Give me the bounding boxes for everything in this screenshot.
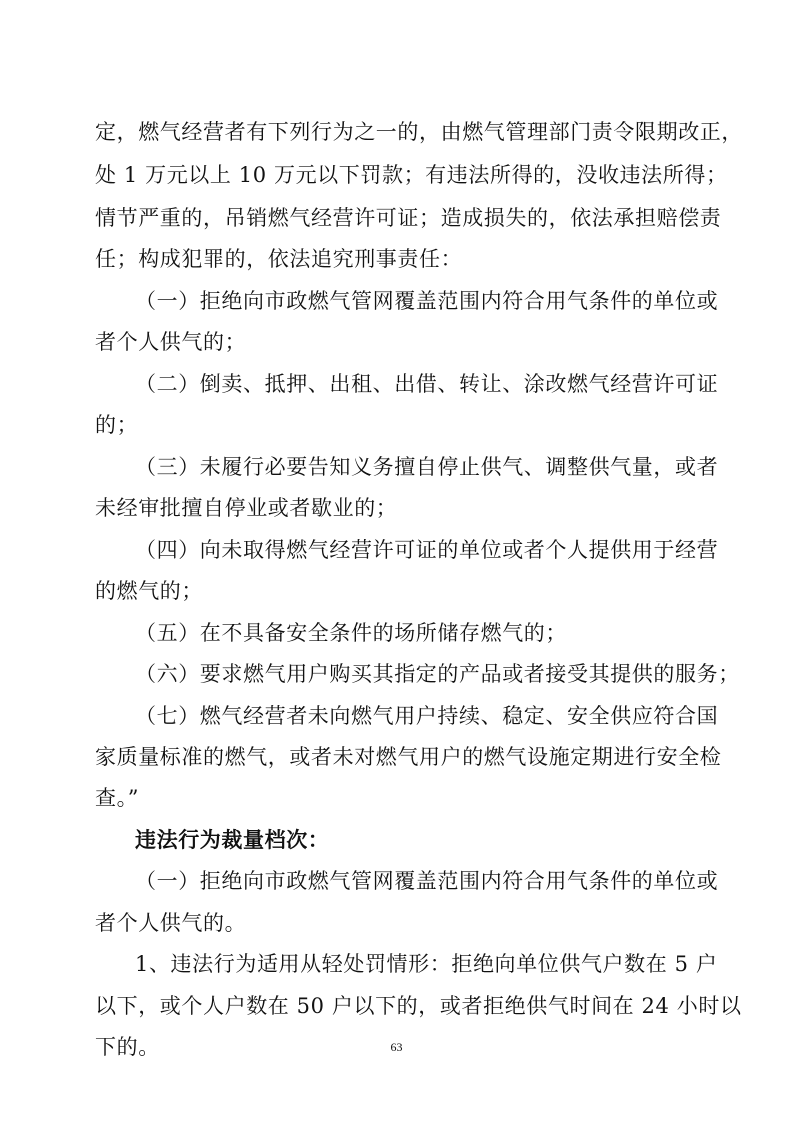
- page-number: 63: [390, 1040, 403, 1054]
- text-line: 的；: [95, 413, 139, 437]
- text-line: 定，燃气经营者有下列行为之一的，由燃气管理部门责令限期改正，: [95, 120, 743, 144]
- text-line: 查。”: [95, 786, 140, 810]
- list-item-line: （二）倒卖、抵押、出租、出借、转让、涂改燃气经营许可证: [135, 372, 719, 396]
- text-line: 者个人供气的；: [95, 330, 247, 354]
- list-item-line: （六）要求燃气用户购买其指定的产品或者接受其提供的服务；: [135, 662, 740, 686]
- text-line: 家质量标准的燃气，或者未对燃气用户的燃气设施定期进行安全检: [95, 745, 722, 769]
- list-item-line: （七）燃气经营者未向燃气用户持续、稳定、安全供应符合国: [135, 704, 719, 728]
- text-line: 下的。: [95, 1035, 160, 1059]
- text-line: 以下，或个人户数在 50 户以下的，或者拒绝供气时间在 24 小时以: [95, 994, 742, 1018]
- text-line: 未经审批擅自停业或者歇业的；: [95, 496, 398, 520]
- list-item-line: （一）拒绝向市政燃气管网覆盖范围内符合用气条件的单位或: [135, 869, 719, 893]
- section-heading: 违法行为裁量档次：: [135, 827, 330, 852]
- list-item-line: （三）未履行必要告知义务擅自停止供气、调整供气量，或者: [135, 455, 719, 479]
- list-item-line: （五）在不具备安全条件的场所储存燃气的；: [135, 621, 567, 645]
- text-line: 的燃气的；: [95, 579, 203, 603]
- list-item-line: 1、违法行为适用从轻处罚情形：拒绝向单位供气户数在 5 户: [135, 952, 718, 976]
- text-line: 处 1 万元以上 10 万元以下罚款；有违法所得的，没收违法所得；: [95, 163, 728, 187]
- text-line: 者个人供气的。: [95, 911, 247, 935]
- text-line: 任；构成犯罪的，依法追究刑事责任：: [95, 247, 463, 271]
- text-line: 情节严重的，吊销燃气经营许可证；造成损失的，依法承担赔偿责: [95, 206, 722, 230]
- list-item-line: （一）拒绝向市政燃气管网覆盖范围内符合用气条件的单位或: [135, 289, 719, 313]
- list-item-line: （四）向未取得燃气经营许可证的单位或者个人提供用于经营: [135, 538, 719, 562]
